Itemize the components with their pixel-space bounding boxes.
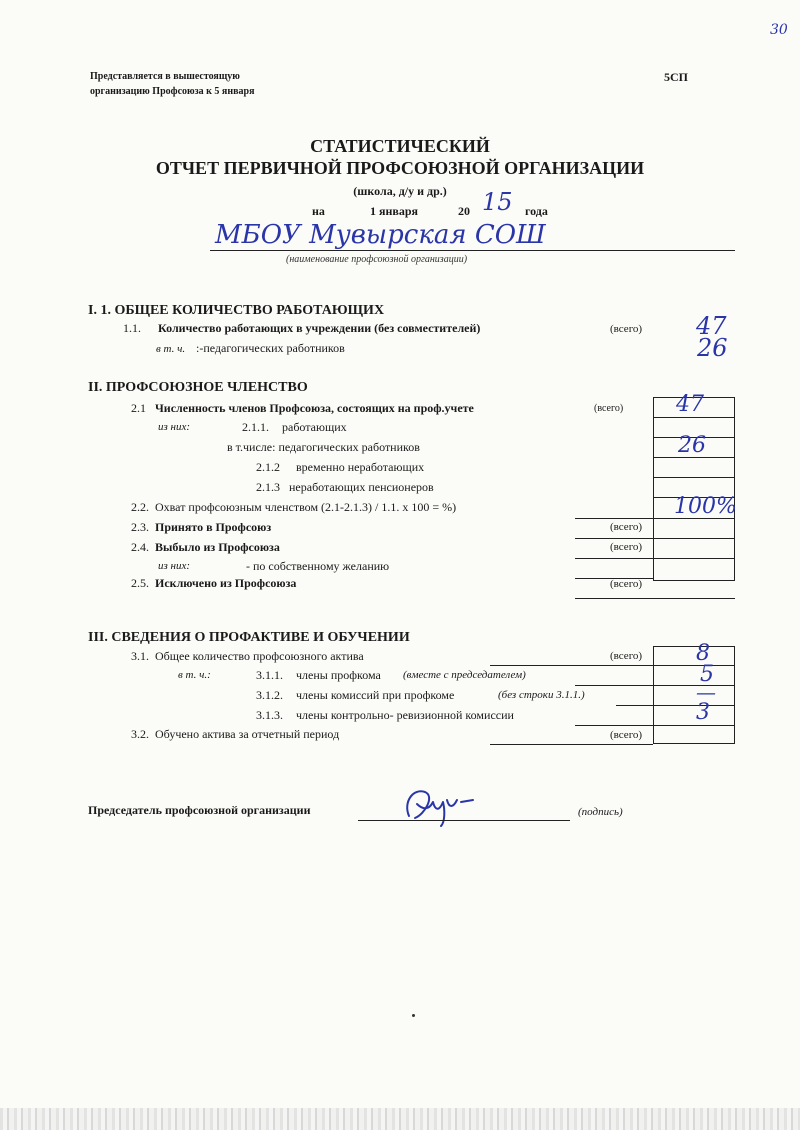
row-2-1-3-number: 2.1.3 — [256, 480, 280, 494]
scan-speck — [412, 1014, 415, 1017]
year-suffix-handwritten: 15 — [482, 188, 513, 216]
row-2-5-total: (всего) — [610, 578, 643, 590]
row-1-1-value: 47 — [696, 312, 727, 340]
row-3-1-number: 3.1. — [131, 649, 149, 663]
row-2-1-total: (всего) — [594, 403, 624, 414]
row-3-1-1-prefix: в т. ч.: — [178, 669, 211, 681]
row-3-1-value: 8 — [696, 641, 710, 666]
row-3-1-total: (всего) — [610, 650, 643, 662]
row-2-4-label: Выбыло из Профсоюза — [155, 540, 280, 554]
section2-value-column — [653, 397, 735, 581]
row-2-2-value: 100% — [674, 494, 737, 519]
row-2-1-2-number: 2.1.2 — [256, 460, 280, 474]
row-2-3-label: Принято в Профсоюз — [155, 520, 272, 534]
row-2-3-total: (всего) — [610, 521, 643, 533]
row-2-2-label: Охват профсоюзным членством (2.1-2.1.3) / 1.1. х 100 = %) — [155, 500, 457, 514]
title-line3: (школа, д/у и др.) — [353, 184, 447, 198]
row-2-1-1-ped-value: 26 — [678, 433, 706, 458]
row-2-1-1-label: работающих — [282, 420, 347, 434]
row-3-1-label: Общее количество профсоюзного актива — [155, 649, 364, 663]
row-2-1-label: Численность членов Профсоюза, состоящих на проф.учете — [155, 401, 474, 415]
row-3-2-label: Обучено актива за отчетный период — [155, 727, 340, 741]
row-3-1-1-label: члены профкома — [296, 668, 381, 682]
row-3-1-1-value: 5 — [700, 662, 714, 687]
org-name-caption: (наименование профсоюзной организации) — [286, 254, 468, 265]
row-1-1-number: 1.1. — [123, 321, 141, 335]
row-2-4-prefix: из них: — [158, 560, 191, 572]
scan-edge-artifact — [0, 1108, 800, 1130]
title-line2: ОТЧЕТ ПЕРВИЧНОЙ ПРОФСОЮЗНОЙ ОРГАНИЗАЦИИ — [155, 158, 645, 178]
row-2-1-3-label: неработающих пенсионеров — [289, 480, 434, 494]
date-prefix: на — [312, 204, 325, 218]
row-2-1-1-prefix: из них: — [158, 421, 191, 433]
row-3-1-3-value: 3 — [696, 700, 710, 725]
submission-note-line2: организацию Профсоюза к 5 января — [90, 86, 255, 97]
title-line1: СТАТИСТИЧЕСКИЙ — [310, 136, 490, 156]
row-2-1-value: 47 — [676, 392, 704, 417]
row-2-4-sub-label: - по собственному желанию — [246, 559, 390, 573]
section3-value-column — [653, 646, 735, 744]
row-1-1-total: (всего) — [610, 323, 643, 335]
row-3-2-number: 3.2. — [131, 727, 149, 741]
row-2-4-number: 2.4. — [131, 540, 149, 554]
row-2-3-number: 2.3. — [131, 520, 149, 534]
row-2-1-number: 2.1 — [131, 401, 146, 415]
row-1-2-value: 26 — [697, 334, 728, 362]
row-3-1-2-label: члены комиссий при профкоме — [296, 688, 455, 702]
row-3-1-2-value: — — [696, 680, 716, 704]
section3-title: III. СВЕДЕНИЯ О ПРОФАКТИВЕ И ОБУЧЕНИИ — [88, 630, 410, 645]
submission-note-line1: Представляется в вышестоящую — [90, 71, 240, 82]
form-code: 5СП — [664, 70, 688, 84]
row-2-5-label: Исключено из Профсоюза — [155, 576, 297, 590]
row-2-2-number: 2.2. — [131, 500, 149, 514]
signature-caption: (подпись) — [578, 806, 623, 818]
row-3-2-total: (всего) — [610, 729, 643, 741]
section2-title: II. ПРОФСОЮЗНОЕ ЧЛЕНСТВО — [88, 380, 308, 395]
row-3-1-1-number: 3.1.1. — [256, 668, 283, 682]
row-1-2-prefix: в т. ч. — [156, 343, 186, 355]
row-1-1-label: Количество работающих в учреждении (без совместителей) — [158, 321, 481, 335]
year-prefix: 20 — [458, 204, 470, 218]
row-1-2-label: :-педагогических работников — [196, 341, 345, 355]
row-2-4-total: (всего) — [610, 541, 643, 553]
row-3-1-3-label: члены контрольно- ревизионной комиссии — [296, 708, 514, 722]
row-2-1-2-label: временно неработающих — [296, 460, 425, 474]
row-2-1-1-ped-label: в т.числе: педагогических работников — [227, 440, 420, 454]
date-suffix: года — [525, 204, 548, 218]
row-2-5-number: 2.5. — [131, 576, 149, 590]
row-3-1-1-note: (вместе с председателем) — [403, 669, 526, 681]
row-2-1-1-number: 2.1.1. — [242, 420, 269, 434]
corner-page-mark: 30 — [770, 22, 788, 38]
section1-title: I. 1. ОБЩЕЕ КОЛИЧЕСТВО РАБОТАЮЩИХ — [88, 303, 385, 318]
signature-label: Председатель профсоюзной организации — [88, 803, 311, 817]
row-3-1-2-note: (без строки 3.1.1.) — [498, 689, 585, 701]
org-name-handwritten: МБОУ Мувырская СОШ — [215, 220, 546, 250]
row-3-1-2-number: 3.1.2. — [256, 688, 283, 702]
row-3-1-3-number: 3.1.3. — [256, 708, 283, 722]
date-day: 1 января — [370, 204, 419, 218]
